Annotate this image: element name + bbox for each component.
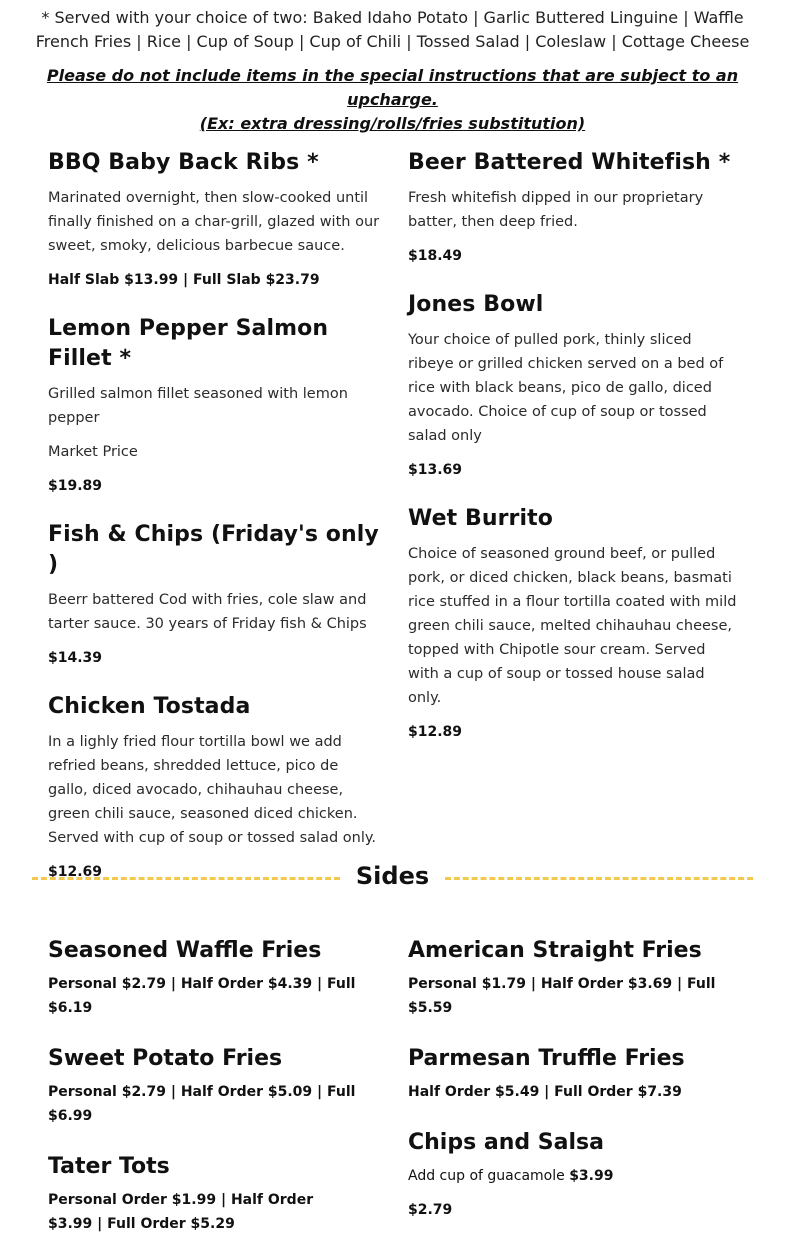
item-description: Your choice of pulled pork, thinly sliced ribeye or grilled chicken served on a bed of rice with black beans, pico de gallo, diced avocado. Choice of cup of soup or tossed salad only [408,332,724,444]
divider-line-left [32,877,340,880]
item-name: American Straight Fries [408,938,702,963]
item-price: $13.69 [408,462,463,478]
menu-item-jones-bowl[interactable] [408,290,740,482]
addon-label: Add cup of guacamole [408,1168,570,1184]
item-name: Beer Battered Whitefish * [408,150,731,175]
menu-item-bbq-ribs[interactable] [48,148,380,292]
item-name: Lemon Pepper Salmon Fillet * [48,316,329,371]
item-price: $12.69 [48,864,103,880]
item-name: Seasoned Waffle Fries [48,938,322,963]
item-description: In a lighly fried flour tortilla bowl we add refried beans, shredded lettuce, pico de gallo, diced avocado, chihauhau cheese, green chili sauce, seasoned diced chicken. Served with cup of soup or tossed salad only. [48,734,376,846]
addon-price: $3.99 [569,1168,614,1184]
item-extra: Market Price [48,444,138,460]
menu-item-chicken-tostada[interactable] [48,692,380,884]
item-price: Half Slab $13.99 | Full Slab $23.79 [48,272,320,288]
side-item-straight-fries[interactable] [408,936,740,1020]
menu-item-fish-chips[interactable] [48,520,380,670]
section-title: Sides [355,862,430,890]
item-description: Grilled salmon fillet seasoned with lemon pepper [48,386,348,426]
item-description: Fresh whitefish dipped in our proprietary batter, then deep fried. [408,190,704,230]
item-description: Beerr battered Cod with fries, cole slaw and tarter sauce. 30 years of Friday fish & Chips [48,592,367,632]
divider-line-right [445,877,753,880]
sides-section-header [32,858,753,894]
item-price: $14.39 [48,650,103,666]
notice-line-1: Please do not include items in the special instructions that are subject to an upcharge. [46,66,739,109]
item-name: Jones Bowl [408,292,544,317]
item-price: Personal $1.79 | Half Order $3.69 | Full $5.59 [408,976,716,1016]
item-price: $12.89 [408,724,463,740]
item-price: $18.49 [408,248,463,264]
item-price: $19.89 [48,478,103,494]
side-item-truffle-fries[interactable] [408,1044,740,1104]
item-price: Personal Order $1.99 | Half Order $3.99 | Full Order $5.29 [48,1192,314,1232]
special-instructions-notice [30,64,755,136]
item-description: Choice of seasoned ground beef, or pulled pork, or diced chicken, black beans, basmati rice stuffed in a flour tortilla coated with mild green chili sauce, melted chihauhau cheese, topped with Chipotle sour cream. Served with a cup of soup or tossed house salad only. [408,546,737,706]
menu-item-whitefish[interactable] [408,148,740,268]
side-item-tater-tots[interactable] [48,1152,380,1236]
item-name: Parmesan Truffle Fries [408,1046,685,1071]
item-price: Half Order $5.49 | Full Order $7.39 [408,1084,682,1100]
item-price: Personal $2.79 | Half Order $4.39 | Full $6.19 [48,976,356,1016]
menu-item-wet-burrito[interactable] [408,504,740,744]
item-name: Sweet Potato Fries [48,1046,283,1071]
side-item-chips-salsa[interactable] [408,1128,740,1222]
item-name: Tater Tots [48,1154,170,1179]
item-name: BBQ Baby Back Ribs * [48,150,319,175]
served-with-note: * Served with your choice of two: Baked Idaho Potato | Garlic Buttered Linguine | Waffle French Fries | Rice | Cup of Soup | Cup of Chili | Tossed Salad | Coleslaw | Cottage Cheese [35,8,750,51]
item-name: Chicken Tostada [48,694,251,719]
item-price: Personal $2.79 | Half Order $5.09 | Full $6.99 [48,1084,356,1124]
item-price: $2.79 [408,1202,453,1218]
entrees-right-column [408,148,740,766]
item-name: Chips and Salsa [408,1130,604,1155]
notice-line-2: (Ex: extra dressing/rolls/fries substitution) [199,114,586,133]
side-item-sweet-potato-fries[interactable] [48,1044,380,1128]
sides-left-column [48,936,380,1260]
sides-right-column [408,936,740,1246]
item-description: Marinated overnight, then slow-cooked until finally finished on a char-grill, glazed with our sweet, smoky, delicious barbecue sauce. [48,190,380,254]
item-name: Fish & Chips (Friday's only ) [48,522,379,577]
entrees-left-column [48,148,380,906]
addon-line [408,1164,740,1188]
menu-item-salmon[interactable] [48,314,380,498]
item-name: Wet Burrito [408,506,553,531]
side-item-waffle-fries[interactable] [48,936,380,1020]
